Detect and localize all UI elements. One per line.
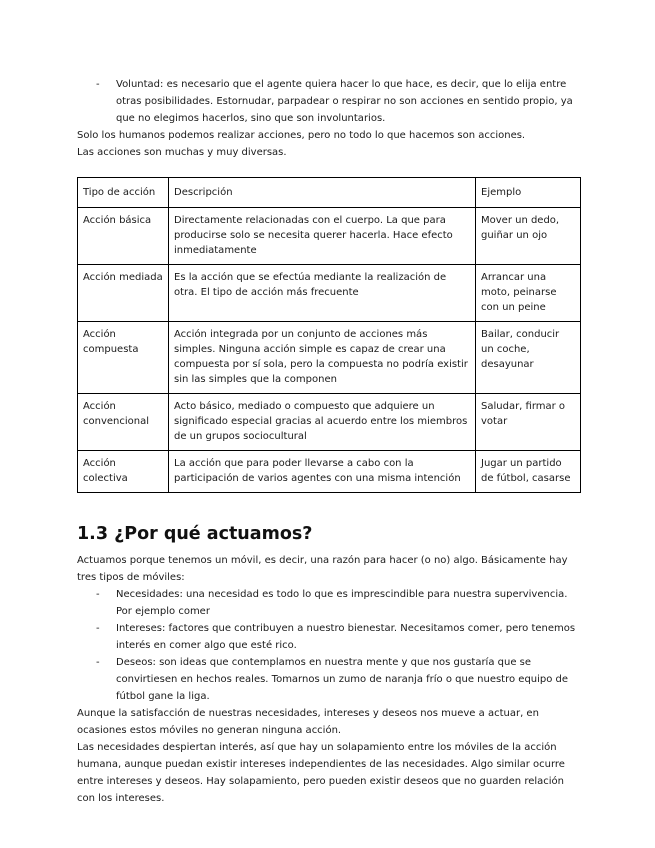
moviles-list — [77, 586, 580, 705]
list-item: - Voluntad: es necesario que el agente quiera hacer lo que hace, es decir, que lo elija entre otras posibilidades. Estornudar, parpadear o respirar no son acciones en sentido propio, ya que no elegimos hacerlos, sino que son involuntarios. — [77, 76, 580, 127]
cell-tipo: Acción colectiva — [78, 451, 169, 493]
cell-descripcion: Acto básico, mediado o compuesto que adquiere un significado especial gracias al acuerdo entre los miembros de un grupos sociocultural — [169, 394, 476, 451]
list-item: - Intereses: factores que contribuyen a nuestro bienestar. Necesitamos comer, pero tenemos interés en comer algo que esté rico. — [77, 620, 580, 654]
cell-ejemplo: Mover un dedo, guiñar un ojo — [476, 208, 581, 265]
header-tipo: Tipo de acción — [78, 178, 169, 208]
cell-descripcion: Es la acción que se efectúa mediante la realización de otra. El tipo de acción más frecuente — [169, 265, 476, 322]
table-row — [78, 265, 581, 322]
paragraph: Las necesidades despiertan interés, así que hay un solapamiento entre los móviles de la acción humana, aunque puedan existir intereses independientes de las necesidades. Algo similar ocurre entre intereses y deseos. Hay solapamiento, pero pueden existir deseos que no guarden relación con los intereses. — [77, 742, 565, 804]
header-descripcion: Descripción — [169, 178, 476, 208]
cell-descripcion: Directamente relacionadas con el cuerpo. La que para producirse solo se necesita querer hacerla. Hace efecto inmediatamente — [169, 208, 476, 265]
table-row — [78, 394, 581, 451]
cell-tipo: Acción mediada — [78, 265, 169, 322]
page-content — [77, 76, 580, 807]
cell-tipo: Acción compuesta — [78, 322, 169, 394]
paragraph: Las acciones son muchas y muy diversas. — [77, 147, 287, 158]
cell-ejemplo: Saludar, firmar o votar — [476, 394, 581, 451]
voluntad-list — [77, 76, 580, 127]
table-row — [78, 322, 581, 394]
paragraph: Solo los humanos podemos realizar acciones, pero no todo lo que hacemos son acciones. — [77, 130, 526, 141]
action-types-table — [77, 177, 581, 493]
cell-tipo: Acción básica — [78, 208, 169, 265]
bullet-dash: - — [96, 79, 100, 90]
cell-ejemplo: Jugar un partido de fútbol, casarse — [476, 451, 581, 493]
cell-ejemplo: Arrancar una moto, peinarse con un peine — [476, 265, 581, 322]
table-row — [78, 208, 581, 265]
paragraph: Actuamos porque tenemos un móvil, es decir, una razón para hacer (o no) algo. Básicamente hay tres tipos de móviles: — [77, 555, 568, 583]
table-header-row — [78, 178, 581, 208]
bullet-dash: - — [96, 657, 100, 668]
list-item: - Deseos: son ideas que contemplamos en nuestra mente y que nos gustaría que se convirtiesen en hechos reales. Tomarnos un zumo de naranja frío o que nuestro equipo de fútbol gane la liga. — [77, 654, 580, 705]
header-ejemplo: Ejemplo — [476, 178, 581, 208]
paragraph: Aunque la satisfacción de nuestras necesidades, intereses y deseos nos mueve a actuar, en ocasiones estos móviles no generan ninguna acción. — [77, 708, 539, 736]
bullet-dash: - — [96, 623, 100, 634]
section-heading: 1.3 ¿Por qué actuamos? — [77, 524, 313, 544]
bullet-dash: - — [96, 589, 100, 600]
cell-descripcion: Acción integrada por un conjunto de acciones más simples. Ninguna acción simple es capaz de crear una compuesta por sí sola, pero la compuesta no podría existir sin las simples que la componen — [169, 322, 476, 394]
cell-tipo: Acción convencional — [78, 394, 169, 451]
table-row — [78, 451, 581, 493]
list-item: - Necesidades: una necesidad es todo lo que es imprescindible para nuestra supervivencia. Por ejemplo comer — [77, 586, 580, 620]
cell-descripcion: La acción que para poder llevarse a cabo con la participación de varios agentes con una misma intención — [169, 451, 476, 493]
cell-ejemplo: Bailar, conducir un coche, desayunar — [476, 322, 581, 394]
